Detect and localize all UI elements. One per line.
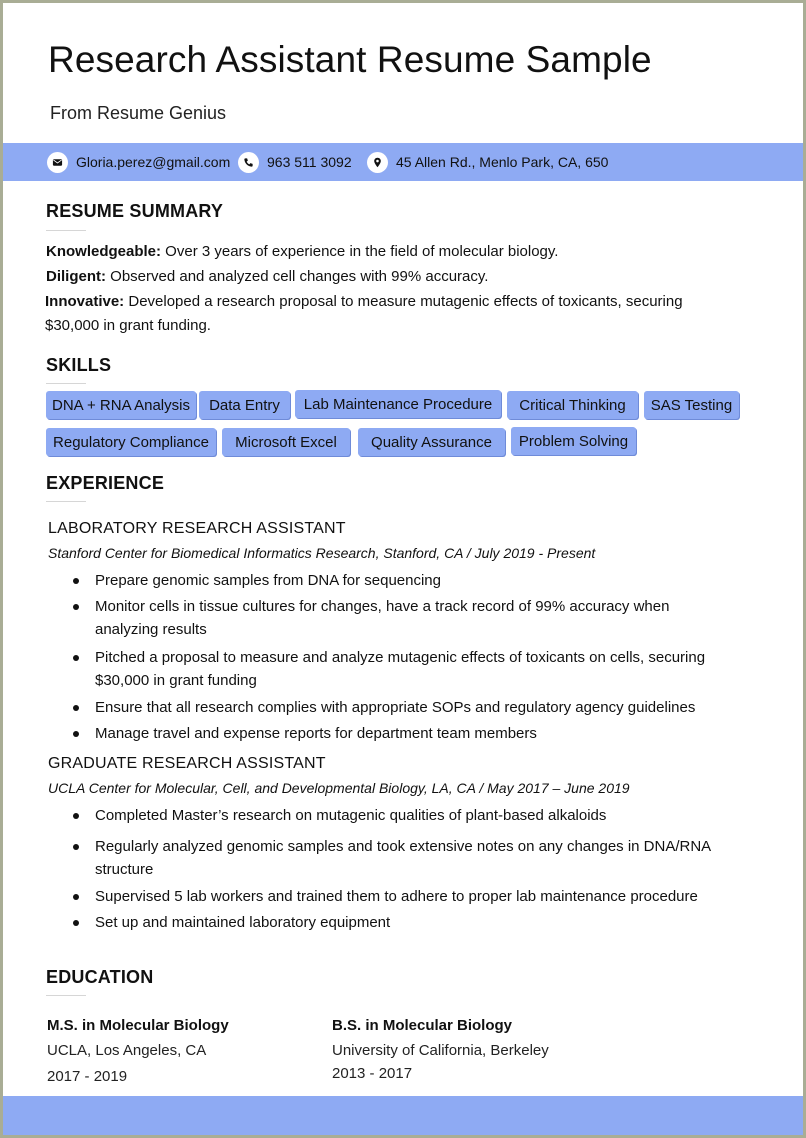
experience-divider	[46, 501, 86, 502]
contact-phone[interactable]	[238, 152, 352, 172]
email-icon	[47, 152, 68, 173]
address-text: 45 Allen Rd., Menlo Park, CA, 650	[396, 154, 609, 170]
contact-bar	[3, 143, 803, 181]
phone-icon	[238, 152, 259, 173]
education-school: University of California, Berkeley	[332, 1042, 549, 1059]
resume-source: From Resume Genius	[50, 103, 227, 123]
phone-text: 963 511 3092	[267, 154, 352, 170]
list-item: Completed Master’s research on mutagenic qualities of plant-based alkaloids	[95, 804, 735, 827]
skill-chip: SAS Testing	[644, 391, 739, 419]
summary-line-innovative: Innovative: Developed a research proposal to measure mutagenic effects of toxicants, securing $30,000 in grant funding.	[45, 293, 683, 334]
skill-chip: Problem Solving	[511, 427, 636, 455]
list-item: Ensure that all research complies with appropriate SOPs and regulatory agency guidelines	[95, 696, 735, 719]
summary-line-diligent: Diligent: Observed and analyzed cell changes with 99% accuracy.	[46, 268, 489, 285]
resume-title: Research Assistant Resume Sample	[48, 39, 652, 80]
footer-bar	[3, 1096, 803, 1135]
education-heading: EDUCATION	[46, 967, 154, 987]
list-item: Manage travel and expense reports for department team members	[95, 722, 735, 745]
resume-page	[3, 3, 803, 1135]
list-item: Monitor cells in tissue cultures for changes, have a track record of 99% accuracy when analyzing results	[95, 595, 735, 641]
skill-chip: Lab Maintenance Procedure	[295, 390, 501, 418]
skill-chip: Critical Thinking	[507, 391, 638, 419]
skill-chip: Regulatory Compliance	[46, 428, 216, 456]
list-item: Prepare genomic samples from DNA for sequencing	[95, 569, 735, 592]
education-years: 2013 - 2017	[332, 1065, 413, 1082]
list-item: Pitched a proposal to measure and analyze mutagenic effects of toxicants on cells, securing $30,000 in grant funding	[95, 646, 735, 692]
location-pin-icon	[367, 152, 388, 173]
job-employer: UCLA Center for Molecular, Cell, and Developmental Biology, LA, CA / May 2017 – June 2019	[48, 780, 630, 796]
education-years: 2017 - 2019	[47, 1068, 128, 1085]
education-degree: B.S. in Molecular Biology	[332, 1017, 513, 1034]
job-title: LABORATORY RESEARCH ASSISTANT	[48, 520, 346, 537]
skills-heading: SKILLS	[46, 355, 112, 375]
list-item: Regularly analyzed genomic samples and took extensive notes on any changes in DNA/RNA structure	[95, 835, 735, 881]
experience-heading: EXPERIENCE	[46, 473, 165, 493]
job-title: GRADUATE RESEARCH ASSISTANT	[48, 755, 326, 772]
education-school: UCLA, Los Angeles, CA	[47, 1042, 207, 1059]
email-text: Gloria.perez@gmail.com	[76, 154, 231, 170]
job-employer: Stanford Center for Biomedical Informatics Research, Stanford, CA / July 2019 - Present	[48, 545, 596, 561]
education-divider	[46, 995, 86, 996]
skill-chip: Microsoft Excel	[222, 428, 350, 456]
skill-chip: Quality Assurance	[358, 428, 505, 456]
contact-address[interactable]	[367, 152, 608, 172]
skill-chip: DNA + RNA Analysis	[46, 391, 196, 419]
summary-divider	[46, 230, 86, 231]
contact-email[interactable]	[47, 152, 230, 172]
list-item: Supervised 5 lab workers and trained them to adhere to proper lab maintenance procedure	[95, 885, 735, 908]
skill-chip: Data Entry	[199, 391, 290, 419]
summary-line-knowledgeable: Knowledgeable: Over 3 years of experience in the field of molecular biology.	[46, 243, 559, 260]
list-item: Set up and maintained laboratory equipment	[95, 911, 735, 934]
skills-divider	[46, 383, 86, 384]
education-degree: M.S. in Molecular Biology	[47, 1017, 229, 1034]
summary-heading: RESUME SUMMARY	[46, 201, 224, 221]
